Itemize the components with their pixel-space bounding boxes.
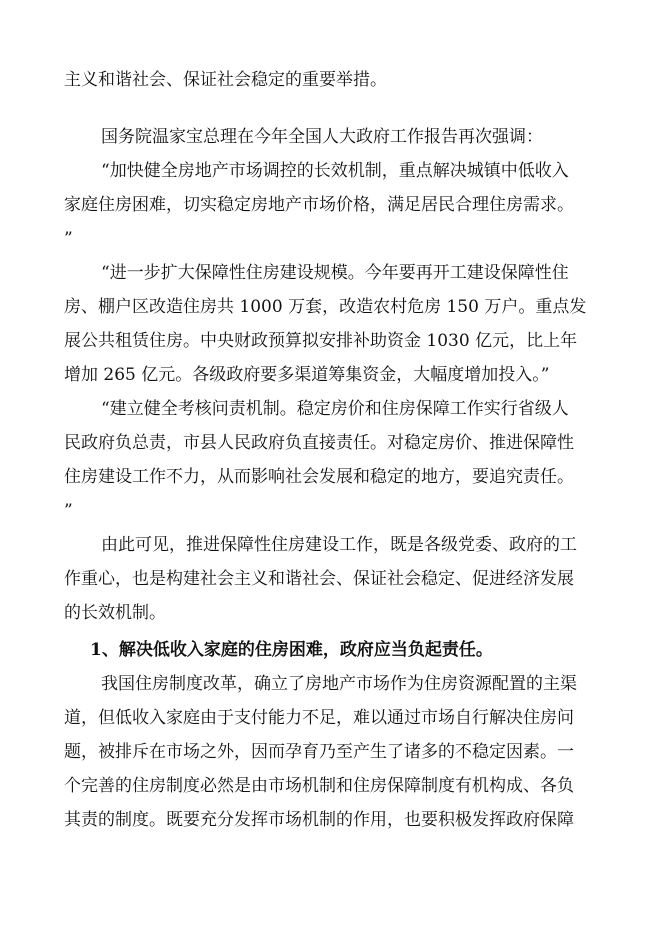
text-line: 作重心，也是构建社会主义和谐社会、保证社会稳定、促进经济发展	[64, 569, 574, 589]
text-line: 展公共租赁住房。中央财政预算拟安排补助资金 1030 亿元，比上年	[64, 331, 578, 351]
section-heading: 1、解决低收入家庭的住房困难，政府应当负起责任。	[90, 640, 493, 660]
text-line: 住房建设工作不力，从而影响社会发展和稳定的地方，要追究责任。	[64, 467, 574, 487]
text-line: 其责的制度。既要充分发挥市场机制的作用，也要积极发挥政府保障	[64, 810, 574, 830]
text-line: 家庭住房困难，切实稳定房地产市场价格，满足居民合理住房需求。	[64, 195, 574, 215]
text-line: 道，但低收入家庭由于支付能力不足，难以通过市场自行解决住房问	[64, 708, 574, 728]
text-line: 由此可见，推进保障性住房建设工作，既是各级党委、政府的工	[101, 535, 577, 555]
text-line: 增加 265 亿元。各级政府要多渠道筹集资金，大幅度增加投入。”	[64, 365, 550, 385]
text-line: 国务院温家宝总理在今年全国人大政府工作报告再次强调：	[101, 127, 543, 147]
text-line: ”	[64, 229, 73, 249]
text-line: 的长效机制。	[64, 603, 166, 623]
text-line: ”	[64, 501, 73, 521]
text-line: “进一步扩大保障性住房建设规模。今年要再开工建设保障性住	[101, 263, 569, 283]
text-line: 主义和谐社会、保证社会稳定的重要举措。	[64, 70, 387, 90]
text-line: 我国住房制度改革，确立了房地产市场作为住房资源配置的主渠	[101, 674, 577, 694]
text-line: “建立健全考核问责机制。稳定房价和住房保障工作实行省级人	[101, 399, 569, 419]
text-line: “加快健全房地产市场调控的长效机制，重点解决城镇中低收入	[101, 161, 569, 181]
text-line: 房、棚户区改造住房共 1000 万套，改造农村危房 150 万户。重点发	[64, 297, 587, 317]
text-line: 题，被排斥在市场之外，因而孕育乃至产生了诸多的不稳定因素。一	[64, 742, 574, 762]
text-line: 个完善的住房制度必然是由市场机制和住房保障制度有机构成、各负	[64, 776, 574, 796]
text-line: 民政府负总责，市县人民政府负直接责任。对稳定房价、推进保障性	[64, 433, 574, 453]
